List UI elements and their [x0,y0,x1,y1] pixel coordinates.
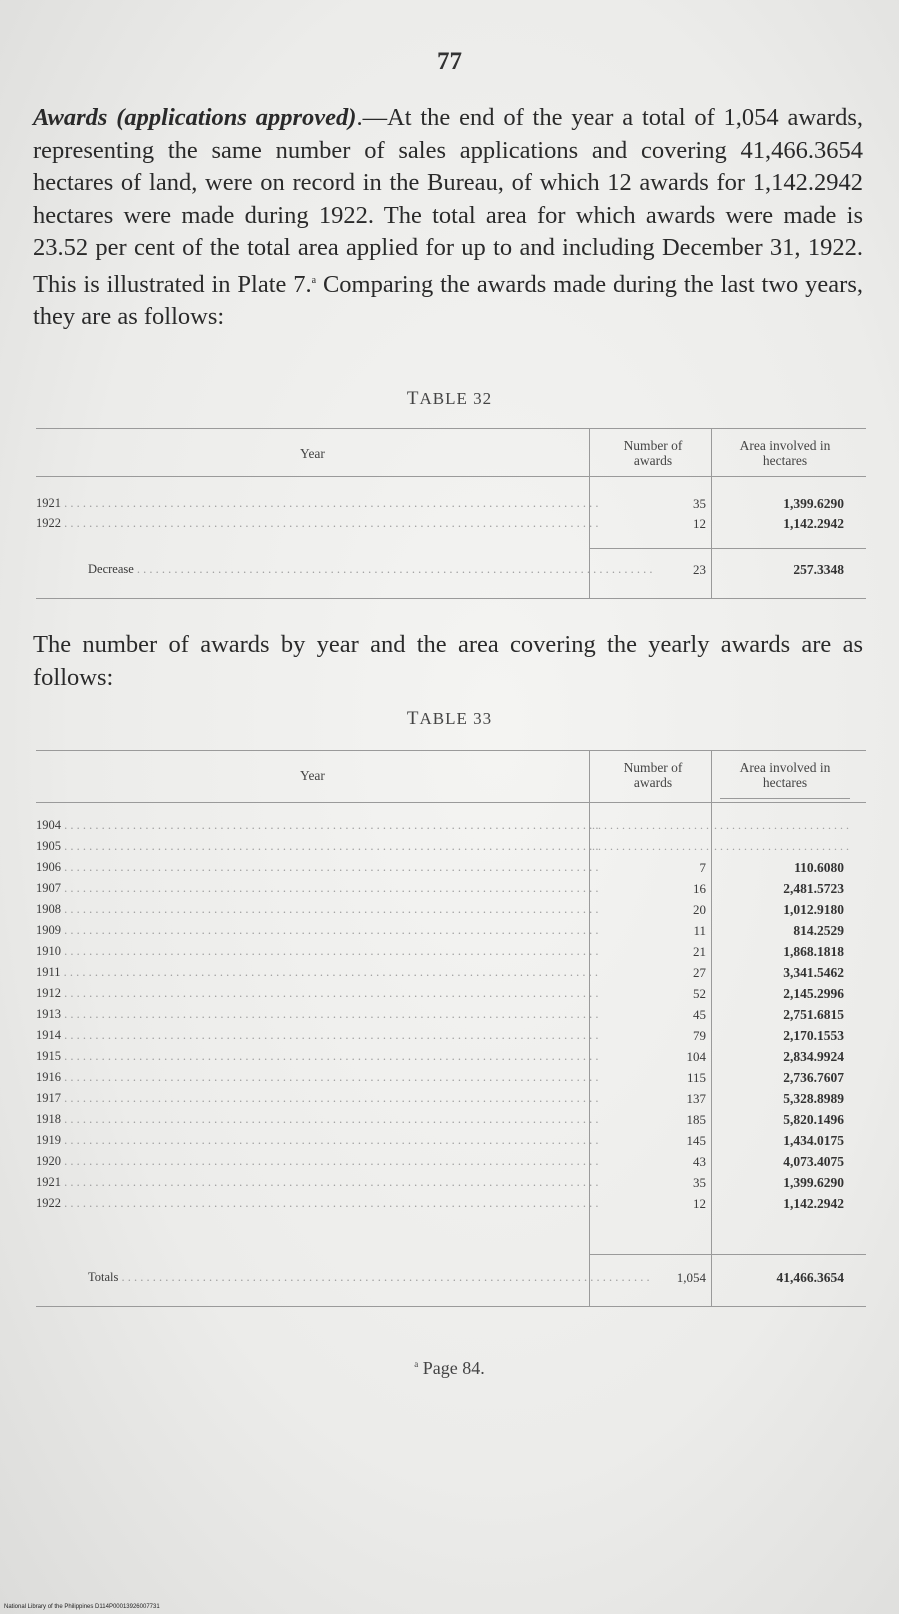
row-area: 4,073.4075 [783,1154,844,1169]
table-32-header-area: Area involved in hectares [739,438,831,468]
row-area: 1,434.0175 [783,1133,844,1148]
table-row [36,1196,866,1214]
row-year: 1916 . . . [36,1070,601,1085]
table-32-title: TABLE 32 [406,388,493,409]
row-number: 27 [693,965,706,980]
row-number: 35 [693,1175,706,1190]
table-row [36,1028,866,1046]
empty-number-cell: . . . . . . . . . . . . . . . . . . . . [592,839,709,853]
table-row [36,1112,866,1130]
table-row [36,1007,866,1025]
row-area: 2,170.1553 [783,1028,844,1043]
row-number: 115 [686,1070,706,1085]
row-area: 1,399.6290 [783,496,844,511]
row-year: 1922 . . . [36,1196,601,1211]
table-row [36,881,866,899]
row-number: 137 [686,1091,706,1106]
table-row [36,923,866,941]
row-area: 2,736.7607 [783,1070,844,1085]
row-year: 1920 . . . [36,1154,601,1169]
row-year: 1904 . . . [36,818,601,833]
row-area: 2,481.5723 [783,881,844,896]
row-year: 1908 . . . [36,902,601,917]
table-row [36,818,866,836]
row-area: 1,868.1818 [783,944,844,959]
paragraph-lead: Awards (applications approved) [33,104,357,131]
row-year: 1910 . . . [36,944,601,959]
table-row [36,1133,866,1151]
row-area: 2,145.2996 [783,986,844,1001]
table-33-header-area: Area involved in hectares [739,760,831,790]
table-row [36,839,866,857]
table-row [36,496,866,514]
empty-area-cell: . . . . . . . . . . . . . . . . . . . . . . . [714,839,849,853]
row-number: 21 [693,944,706,959]
footnote: $^a$ Page 84. [414,1358,485,1378]
row-year: 1911 . . . [36,965,601,980]
row-number: 45 [693,1007,706,1022]
page-number: 77 [437,48,462,75]
table-row [36,1070,866,1088]
table-33-header-year: Year [300,768,325,783]
row-year: 1913 . . . [36,1007,601,1022]
row-year: 1909 . . . [36,923,601,938]
row-year: 1915 . . . [36,1049,601,1064]
library-credit: National Library of the Philippines D114P00013926007731 [4,1604,160,1610]
row-area: 2,834.9924 [783,1049,844,1064]
row-year: 1917 . . . [36,1091,601,1106]
row-year: 1912 . . . [36,986,601,1001]
row-number: 79 [693,1028,706,1043]
table-row [36,902,866,920]
row-area: 110.6080 [794,860,844,875]
row-year: 1906 . . . [36,860,601,875]
paragraph-tail: Comparing the awards made during the last two years, they are as follows: [33,270,863,331]
row-year: 1905 . . . [36,839,601,854]
table-33-header-number: Number of awards [623,760,683,790]
table-33-total-row: Totals . . . 1,054 41,466.3654 [36,1270,866,1288]
row-number: 12 [693,1196,706,1211]
table-row [36,1049,866,1067]
row-number: 11 [693,923,706,938]
table-row [36,944,866,962]
row-year: 1907 . . . [36,881,601,896]
table-32-header-year: Year [300,446,325,461]
table-row [36,1091,866,1109]
row-year: 1919 . . . [36,1133,601,1148]
paragraph-body: .—At the end of the year a total of 1,054 awards, representing the same number of sales applications and covering 41,466.3654 hectares of land, were on record in the Bureau, of which 12 awards for 1,142.2942 hectares were made during 1922. The total area for which awards were made is 23.52 per cent of the total area applied for up to and including December 31, 1922. This is illustrated in Plate 7. [33,104,864,298]
empty-area-cell: . . . . . . . . . . . . . . . . . . . . . . . [714,818,849,832]
footnote-marker: a [311,274,317,286]
row-area: 5,820.1496 [783,1112,844,1127]
table-32-total-row: Decrease . . . 23 257.3348 [36,562,866,580]
row-area: 5,328.8989 [783,1091,844,1106]
row-year: 1922 . . . [36,516,601,531]
row-number: 145 [686,1133,706,1148]
table-32-header-number: Number of awards [623,438,683,468]
row-number: 43 [693,1154,706,1169]
row-area: 1,142.2942 [783,516,844,531]
row-number: 20 [693,902,706,917]
row-number: 35 [693,496,706,511]
row-number: 185 [686,1112,706,1127]
row-area: 814.2529 [793,923,844,938]
table-33 [36,750,866,1310]
row-year: 1921 . . . [36,1175,601,1190]
table-32 [36,428,866,600]
table-row [36,1175,866,1193]
row-year: 1921 . . . [36,496,601,511]
row-area: 1,399.6290 [783,1175,844,1190]
paragraph-yearly: The number of awards by year and the area covering the yearly awards are as follows: [33,631,863,691]
table-row [36,860,866,878]
table-row [36,965,866,983]
table-row [36,1154,866,1172]
empty-number-cell: . . . . . . . . . . . . . . . . . . . . [592,818,709,832]
paragraph-awards [33,102,863,334]
table-row [36,986,866,1004]
row-area: 3,341.5462 [783,965,844,980]
row-year: 1914 . . . [36,1028,601,1043]
row-area: 1,142.2942 [783,1196,844,1211]
row-area: 1,012.9180 [783,902,844,917]
row-number: 16 [693,881,706,896]
table-row [36,516,866,534]
row-number: 104 [686,1049,706,1064]
table-33-title: TABLE 33 [406,708,493,729]
row-area: 2,751.6815 [783,1007,844,1022]
row-year: 1918 . . . [36,1112,601,1127]
row-number: 52 [693,986,706,1001]
row-number: 7 [699,860,706,875]
row-number: 12 [693,516,706,531]
